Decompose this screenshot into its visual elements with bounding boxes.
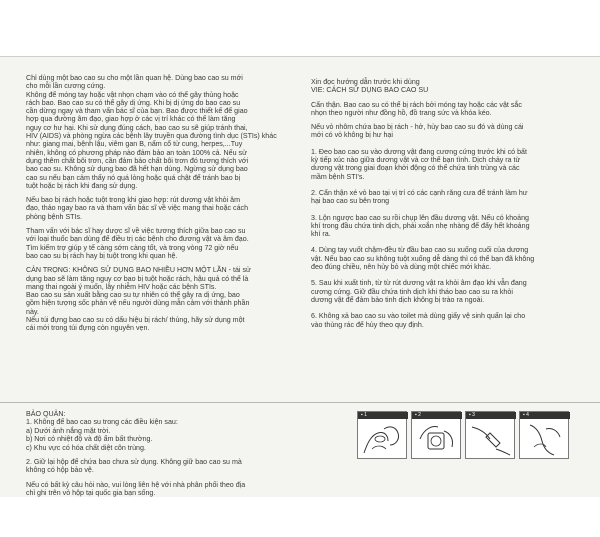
- tear-packet-illustration: [412, 419, 460, 459]
- instructions-column: [311, 78, 579, 329]
- step-3: 3. Lộn ngược bao cao su rồi chụp lên đầu dương vật. Nếu có khoảng khí trong đầu chứa tinh dịch, phải xoắn nhẹ nhàng để đẩy hết khoảng khí ra.: [311, 213, 530, 239]
- precautions-paragraph: Không để móng tay hoặc vật nhọn chạm vào có thể gây thủng hoặc rách bao. Bao cao su có thể gây dị ứng. Khi bị dị ứng do bao cao su cần dừng ngay và tham vấn bác sĩ của bạn. Bao được thiết kế để giao hợp qua đường âm đạo, giao hợp ở các vị trí khác có thể làm tăng nguy cơ hư hại. Khi sử dụng đúng cách, bao cao su sẽ giúp tránh thai, HIV (AIDS) và phòng ngừa các bệnh lây truyền qua đường tình dục (STIs) khác như: giang mai, bệnh lậu, viêm gan B, nấm cổ tử cung, herpes,...Tuy nhiên, không có phương pháp nào đảm bảo an toàn 100% cả. Nếu sử dụng thêm chất bôi trơn, cần đảm bảo chất bôi trơn đó tương thích với bao cao su. Không sử dụng bao đã hết hạn dùng. Ngừng sử dụng bao cao su nếu bạn cảm thấy nó quá lỏng hoặc quá chật để tránh bao bị tuột hoặc bị rách khi đang sử dụng.: [26, 90, 277, 190]
- figure-3: [465, 411, 515, 459]
- read-instructions-note: Xin đọc hướng dẫn trước khi dùng: [311, 78, 420, 86]
- figure-2-label: ▪ 2: [412, 412, 462, 419]
- single-use-paragraph: Chỉ dùng một bao cao su cho một lần quan hệ. Dùng bao cao su mới cho mỗi lần cương cứng.: [26, 74, 243, 91]
- step-2: 2. Cẩn thận xé vỏ bao tại vị trí có các cạnh răng cưa để tránh làm hư hại bao cao su bên trong: [311, 188, 528, 206]
- figure-3-label: ▪ 3: [466, 412, 516, 419]
- consult-paragraph: Tham vấn với bác sĩ hay dược sĩ về việc tương thích giữa bao cao su với loại thuốc bạn dùng để điều trị các bệnh cho đương vật và âm đạo. Tìm kiếm trợ giúp y tế càng sớm càng tốt, và trong vòng 72 giờ nếu bao cao su bị rách hay bị tuột trong khi quan hệ.: [26, 227, 249, 260]
- careful-paragraph: Cẩn thận. Bao cao su có thể bị rách bởi móng tay hoặc các vật sắc nhọn theo người như đồng hồ, đồ trang sức và khóa kéo.: [311, 100, 522, 117]
- warnings-column: [26, 74, 298, 333]
- breakage-paragraph: Nếu bao bị rách hoặc tuột trong khi giao hợp: rút dương vật khỏi âm đạo, thảo ngay bao ra và tham vấn bác sĩ về việc mang thai hoặc cách phòng bệnh STIs.: [26, 196, 249, 221]
- step-6: 6. Không xả bao cao su vào toilet mà dùng giấy vệ sinh quấn lại cho vào thùng rác để hủy theo quy định.: [311, 312, 526, 329]
- damaged-foil-paragraph: Nếu vỏ nhôm chứa bao bị rách - hở, hủy bao cao su đó và dùng cái mới có vỏ không bị hư hại: [311, 123, 524, 140]
- step-4: 4. Dùng tay vuốt chậm-đều từ đầu bao cao su xuống cuối của dương vật. Nếu bao cao su không tuột xuống dễ dàng thì có thể bạn đã không đeo đúng chiều, nên hủy bỏ và dùng một chiếc mới khác.: [311, 246, 535, 272]
- roll-down-illustration: [520, 419, 568, 459]
- top-margin: [0, 0, 600, 56]
- section-divider: [0, 402, 600, 403]
- figure-4: [519, 411, 569, 459]
- figure-1: [357, 411, 407, 459]
- step-5: 5. Sau khi xuất tinh, từ từ rút dương vật ra khỏi âm đạo khi vẫn đang cương cứng. Giữ đầu chứa tinh dịch khi tháo bao cao su ra khỏi dương vật để đảm bảo tinh dịch không bị trào ra ngoài.: [311, 279, 527, 304]
- step-1: 1. Đeo bao cao su vào dương vật đang cương cứng trước khi có bất kỳ tiếp xúc nào giữa dương vật và cơ thể bạn tình. Dịch chảy ra từ dương vật trong giai đoạn khởi động có thể chứa tinh trùng và các mầm bệnh STI's.: [311, 147, 527, 181]
- put-on-illustration: [358, 419, 406, 459]
- top-divider: [0, 56, 600, 57]
- instructions-heading: VIE: CÁCH SỬ DỤNG BAO CAO SU: [311, 86, 429, 95]
- bottom-margin: [0, 497, 600, 537]
- pinch-tip-illustration: [466, 419, 514, 459]
- figure-4-label: ▪ 4: [520, 412, 570, 419]
- instruction-illustrations: [357, 411, 571, 459]
- figure-2: [411, 411, 461, 459]
- figure-1-label: ▪ 1: [358, 412, 408, 419]
- storage-section: BẢO QUẢN: 1. Không để bao cao su trong các điều kiện sau: a) Dưới ánh nắng mặt trời. b) Nơi có nhiệt độ và độ ẩm bất thường. c) Khu vực có hóa chất diệt côn trùng. 2. Giữ lại hộp để chứa bao chưa sử dụng. Không giữ bao cao su mà không có hộp bảo vệ. Nếu có bất kỳ câu hỏi nào, vui lòng liên hệ với nhà phân phối theo địa chỉ ghi trên vỏ hộp tại quốc gia bạn sống.: [26, 410, 326, 498]
- storage-title: BẢO QUẢN:: [26, 410, 66, 418]
- caution-paragraph: CẢN TRỌNG: KHÔNG SỬ DỤNG BAO NHIỀU HƠN MỘT LẦN - tái sử dụng bao sẽ làm tăng nguy cơ bao bị tuột hoặc rách, hậu quả có thể là mang thai ngoài ý muốn, lây nhiễm HIV hoặc các bệnh STIs. Bao cao su sản xuất bằng cao su tự nhiên có thể gây ra dị ứng, bao gồm hiện tượng sốc phản vệ nếu người dùng mẫn cảm với thành phần này. Nếu túi đựng bao cao su có dấu hiệu bị rách/ thủng, hãy sử dụng một cái mới trong túi đựng còn nguyên vẹn.: [26, 266, 251, 333]
